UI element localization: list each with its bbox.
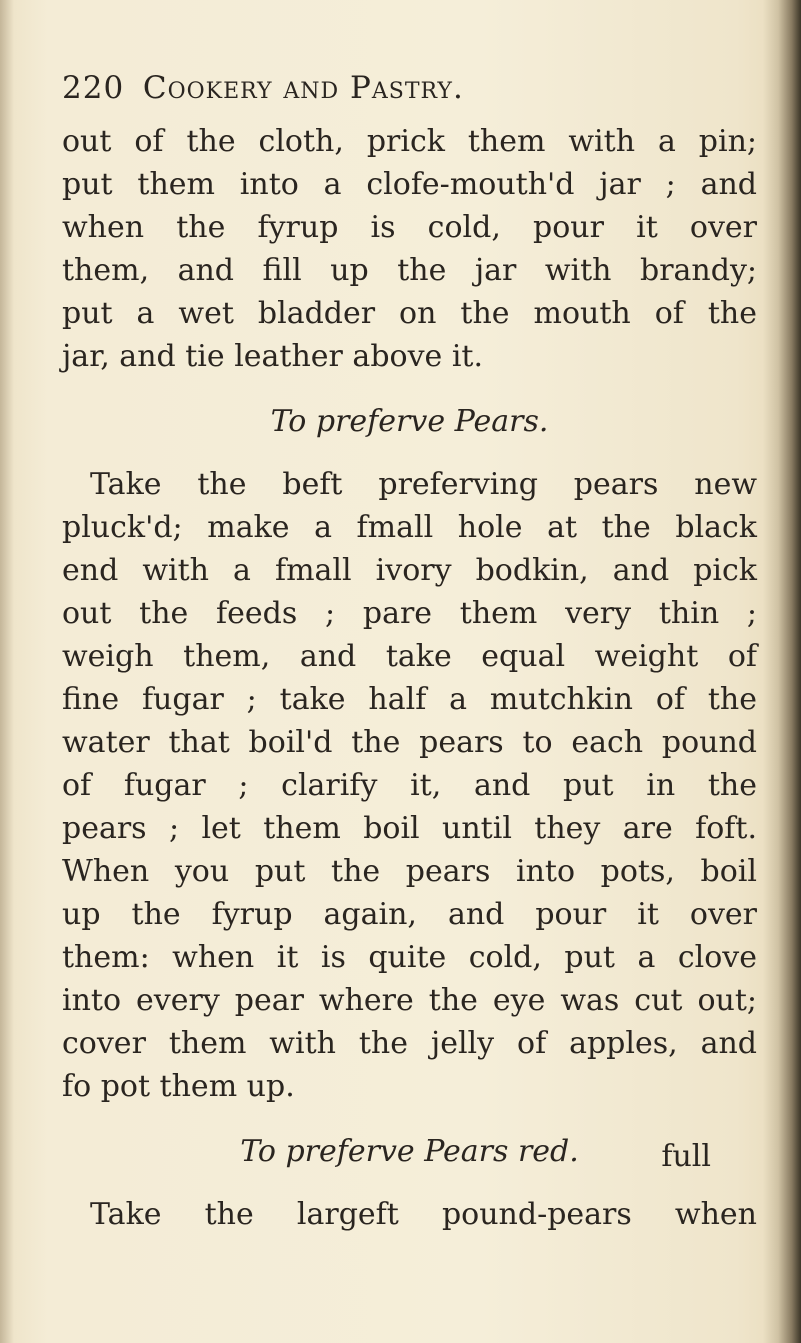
- text-line: into every pear where the eye was cut out;: [62, 983, 757, 1018]
- text-line: pears ; let them boil until they are foft.: [62, 811, 757, 846]
- catchword: full: [661, 1139, 711, 1174]
- section-heading: To preferve Pears red.: [240, 1134, 579, 1169]
- running-title: Cookery and Pastry.: [142, 70, 464, 106]
- page-number: 220: [62, 70, 125, 106]
- text-line: out the feeds ; pare them very thin ;: [62, 596, 757, 631]
- text-line: put them into a clofe-mouth'd jar ; and: [62, 167, 757, 202]
- page-left-edge: [0, 0, 14, 1343]
- text-line: when the fyrup is cold, pour it over: [62, 210, 757, 245]
- text-line: end with a fmall ivory bodkin, and pick: [62, 553, 757, 588]
- text-line: jar, and tie leather above it.: [62, 339, 484, 374]
- text-line: them: when it is quite cold, put a clove: [62, 940, 757, 975]
- page-gutter-shadow: [763, 0, 801, 1343]
- text-line: out of the cloth, prick them with a pin;: [62, 124, 757, 159]
- text-line: fine fugar ; take half a mutchkin of the: [62, 682, 757, 717]
- text-line: up the fyrup again, and pour it over: [62, 897, 757, 932]
- section-heading: To preferve Pears.: [270, 404, 549, 439]
- running-head: [62, 70, 702, 106]
- text-line: Take the largeft pound-pears when: [90, 1197, 757, 1232]
- text-line: pluck'd; make a fmall hole at the black: [62, 510, 757, 545]
- text-line: of fugar ; clarify it, and put in the: [62, 768, 757, 803]
- text-line: put a wet bladder on the mouth of the: [62, 296, 757, 331]
- text-line: water that boil'd the pears to each pound: [62, 725, 757, 760]
- text-line: Take the beft preferving pears new: [90, 467, 757, 502]
- text-line: When you put the pears into pots, boil: [62, 854, 757, 889]
- text-line: fo pot them up.: [62, 1069, 295, 1104]
- text-line: weigh them, and take equal weight of: [62, 639, 757, 674]
- text-line: them, and fill up the jar with brandy;: [62, 253, 757, 288]
- text-line: cover them with the jelly of apples, and: [62, 1026, 757, 1061]
- text-block: [62, 120, 757, 1236]
